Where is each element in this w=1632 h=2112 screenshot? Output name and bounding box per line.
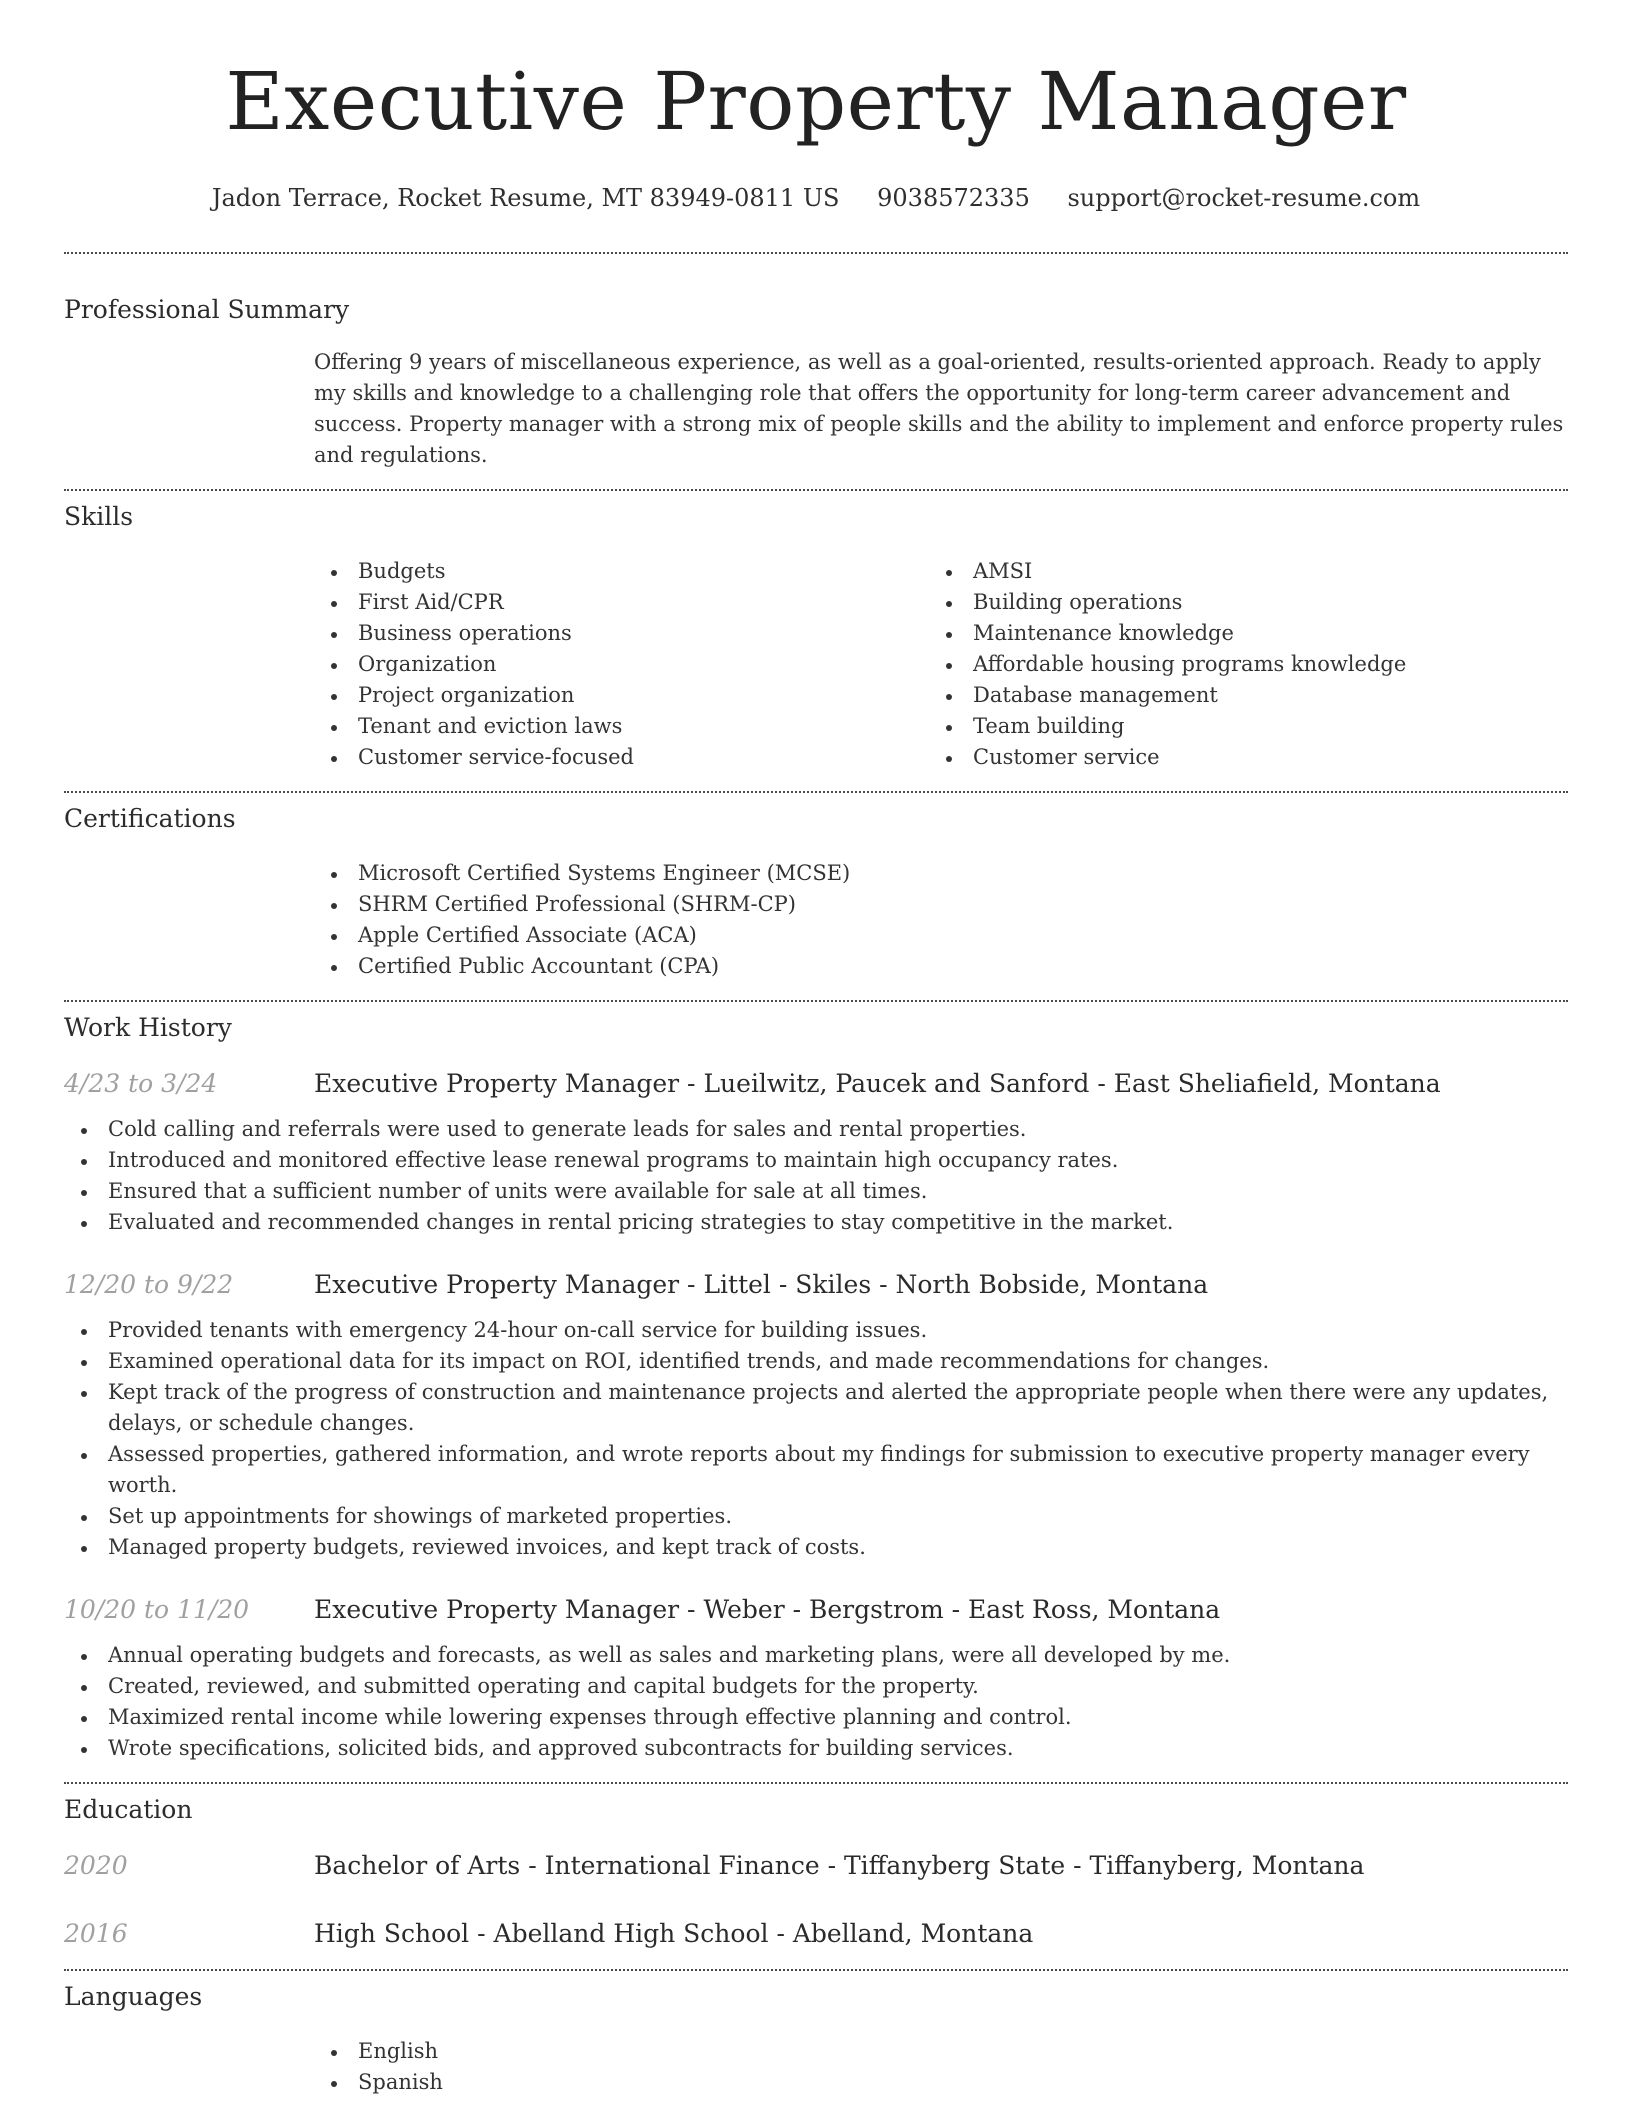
contact-address: Jadon Terrace, Rocket Resume, MT 83949-0811 US <box>211 184 840 212</box>
skill-item: Customer service-focused <box>314 742 929 773</box>
job-bullet: Kept track of the progress of construction and maintenance projects and alerted the appropriate people when there were any updates, delays, or schedule changes. <box>64 1377 1568 1439</box>
job-entry <box>64 1067 1568 1238</box>
job-bullet: Wrote specifications, solicited bids, and approved subcontracts for building services. <box>64 1733 1568 1764</box>
section-title-work-history: Work History <box>64 1013 232 1042</box>
skills-list-left <box>314 556 929 773</box>
skill-item: First Aid/CPR <box>314 587 929 618</box>
certification-item: Microsoft Certified Systems Engineer (MCSE) <box>314 858 1568 889</box>
work-history-section <box>64 1002 1568 1764</box>
job-heading: Executive Property Manager - Weber - Bergstrom - East Ross, Montana <box>314 1595 1221 1624</box>
job-entry <box>64 1593 1568 1764</box>
job-dates: 12/20 to 9/22 <box>64 1270 234 1299</box>
job-dates: 4/23 to 3/24 <box>64 1069 218 1098</box>
job-dates: 10/20 to 11/20 <box>64 1595 250 1624</box>
summary-section <box>64 254 1568 471</box>
skill-item: Budgets <box>314 556 929 587</box>
job-bullet: Introduced and monitored effective lease renewal programs to maintain high occupancy rates. <box>64 1145 1568 1176</box>
language-item: English <box>314 2036 1568 2067</box>
job-bullet: Assessed properties, gathered information, and wrote reports about my findings for submission to executive property manager every worth. <box>64 1439 1568 1501</box>
resume-title: Executive Property Manager <box>225 55 1407 148</box>
job-bullet: Provided tenants with emergency 24-hour on-call service for building issues. <box>64 1315 1568 1346</box>
certification-item: Certified Public Accountant (CPA) <box>314 951 1568 982</box>
contact-phone: 9038572335 <box>877 184 1030 212</box>
skill-item: AMSI <box>929 556 1544 587</box>
resume-header <box>64 0 1568 214</box>
section-title-summary: Professional Summary <box>64 295 350 324</box>
certifications-list <box>314 858 1568 982</box>
job-bullets <box>64 1315 1568 1563</box>
section-title-certifications: Certifications <box>64 804 236 833</box>
skill-item: Building operations <box>929 587 1544 618</box>
skill-item: Organization <box>314 649 929 680</box>
contact-line <box>64 182 1568 214</box>
skill-item: Tenant and eviction laws <box>314 711 929 742</box>
certification-item: Apple Certified Associate (ACA) <box>314 920 1568 951</box>
education-entry <box>64 1917 1568 1951</box>
job-bullet: Annual operating budgets and forecasts, as well as sales and marketing plans, were all developed by me. <box>64 1640 1568 1671</box>
education-year: 2020 <box>64 1851 128 1880</box>
skills-list-right <box>929 556 1544 773</box>
job-bullet: Evaluated and recommended changes in rental pricing strategies to stay competitive in the market. <box>64 1207 1568 1238</box>
skill-item: Team building <box>929 711 1544 742</box>
job-heading: Executive Property Manager - Littel - Skiles - North Bobside, Montana <box>314 1270 1209 1299</box>
certifications-section <box>64 793 1568 982</box>
languages-body <box>314 2036 1568 2098</box>
education-year: 2016 <box>64 1919 128 1948</box>
education-section <box>64 1784 1568 1951</box>
job-entry <box>64 1268 1568 1563</box>
languages-section <box>64 1971 1568 2098</box>
job-bullets <box>64 1114 1568 1238</box>
job-bullet: Created, reviewed, and submitted operating and capital budgets for the property. <box>64 1671 1568 1702</box>
summary-text: Offering 9 years of miscellaneous experience, as well as a goal-oriented, results-oriented approach. Ready to apply my skills and knowledge to a challenging role that offers the opportunity for long-term career advancement and success. Property manager with a strong mix of people skills and the ability to implement and enforce property rules and regulations. <box>314 350 1564 467</box>
contact-email: support@rocket-resume.com <box>1067 184 1421 212</box>
job-header <box>64 1593 1568 1627</box>
skills-grid <box>314 556 1568 773</box>
job-heading: Executive Property Manager - Lueilwitz, Paucek and Sanford - East Sheliafield, Montana <box>314 1069 1441 1098</box>
language-item: Spanish <box>314 2067 1568 2098</box>
job-bullet: Examined operational data for its impact on ROI, identified trends, and made recommendations for changes. <box>64 1346 1568 1377</box>
job-bullets <box>64 1640 1568 1764</box>
job-header <box>64 1067 1568 1101</box>
skill-item: Affordable housing programs knowledge <box>929 649 1544 680</box>
skill-item: Project organization <box>314 680 929 711</box>
section-title-education: Education <box>64 1795 193 1824</box>
skill-item: Maintenance knowledge <box>929 618 1544 649</box>
job-bullet: Set up appointments for showings of marketed properties. <box>64 1501 1568 1532</box>
certification-item: SHRM Certified Professional (SHRM-CP) <box>314 889 1568 920</box>
certifications-body <box>314 858 1568 982</box>
education-entry <box>64 1849 1568 1883</box>
skills-section <box>64 491 1568 773</box>
job-header <box>64 1268 1568 1302</box>
skill-item: Business operations <box>314 618 929 649</box>
section-title-languages: Languages <box>64 1982 203 2011</box>
section-title-skills: Skills <box>64 502 134 531</box>
resume-page <box>64 0 1568 2098</box>
job-bullet: Cold calling and referrals were used to generate leads for sales and rental properties. <box>64 1114 1568 1145</box>
job-bullet: Maximized rental income while lowering expenses through effective planning and control. <box>64 1702 1568 1733</box>
job-bullet: Managed property budgets, reviewed invoices, and kept track of costs. <box>64 1532 1568 1563</box>
languages-list <box>314 2036 1568 2098</box>
education-heading: Bachelor of Arts - International Finance - Tiffanyberg State - Tiffanyberg, Montana <box>314 1851 1365 1880</box>
skill-item: Customer service <box>929 742 1544 773</box>
summary-body <box>314 347 1568 471</box>
skill-item: Database management <box>929 680 1544 711</box>
job-bullet: Ensured that a sufficient number of units were available for sale at all times. <box>64 1176 1568 1207</box>
education-heading: High School - Abelland High School - Abelland, Montana <box>314 1919 1034 1948</box>
